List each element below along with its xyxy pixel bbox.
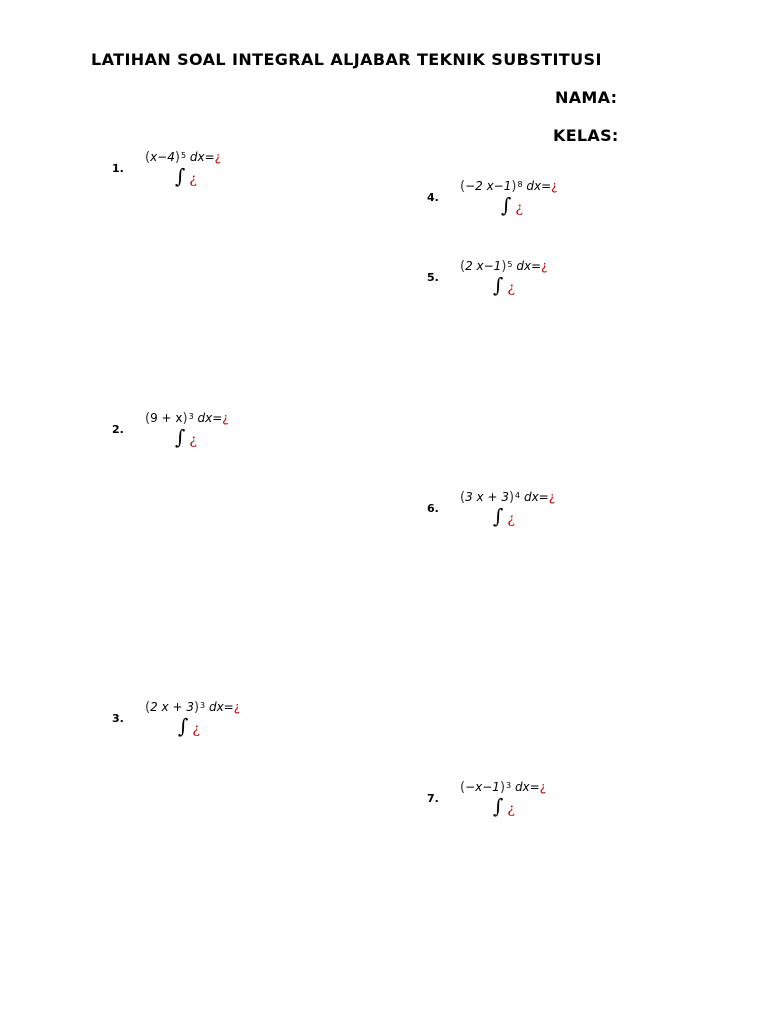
problem-2 (112, 411, 312, 461)
integral-sign: ∫ (493, 504, 504, 528)
expression-base: −x−1 (465, 780, 500, 794)
integral-end: ¿ (507, 801, 515, 817)
kelas-label: KELAS: (553, 126, 619, 145)
integral-end: ¿ (515, 200, 523, 216)
expression-tail: dx= (189, 150, 215, 164)
expression-end: ¿ (551, 179, 558, 193)
expression-power: 5 (180, 151, 187, 160)
expression-base: x−4 (150, 150, 175, 164)
expression-base: 3 x + 3 (465, 490, 509, 504)
expression-base: 2 x−1 (465, 259, 502, 273)
problem-number: 4. (427, 191, 439, 204)
expression-tail: dx= (514, 780, 540, 794)
problem-expression: (2 x−1)$^5$ dx=¿ (460, 259, 548, 274)
problem-number: 7. (427, 792, 439, 805)
integral-end: ¿ (507, 280, 515, 296)
integral-sign: ∫ (493, 794, 504, 818)
expression-end: ¿ (222, 411, 229, 425)
expression-base: 9 + x (150, 411, 183, 425)
page-title: LATIHAN SOAL INTEGRAL ALJABAR TEKNIK SUBSTITUSI (91, 50, 602, 69)
integral-line (493, 504, 515, 528)
problem-expression: (−2 x−1)$^8$ dx=¿ (460, 179, 558, 194)
nama-label: NAMA: (555, 88, 618, 107)
problem-expression: $(x-4)^5$ dx=¿ (145, 150, 222, 165)
integral-line (493, 273, 515, 297)
expression-power: 3 (188, 412, 194, 421)
integral-sign: ∫ (175, 164, 186, 188)
problem-7 (427, 780, 627, 830)
problem-5 (427, 259, 627, 309)
integral-end: ¿ (189, 171, 197, 187)
problem-number: 5. (427, 271, 439, 284)
integral-line (178, 714, 200, 738)
expression-end: ¿ (541, 259, 548, 273)
problem-4 (427, 179, 627, 229)
problem-number: 1. (112, 162, 124, 175)
integral-sign: ∫ (178, 714, 189, 738)
expression-base: 2 x + 3 (150, 700, 194, 714)
expression-end: ¿ (233, 700, 241, 714)
integral-line (501, 193, 523, 217)
integral-line (175, 425, 197, 449)
problem-expression: $(-x-1)^3$ dx=¿ (460, 780, 547, 795)
integral-sign: ∫ (493, 273, 504, 297)
expression-power: 3 (200, 701, 206, 710)
expression-tail: dx= (523, 490, 549, 504)
expression-power: 8 (517, 180, 523, 189)
expression-power: 5 (507, 260, 513, 269)
problem-expression: (2 x + 3)$^3$ dx=¿ (145, 700, 241, 715)
expression-base: −2 x−1 (465, 179, 512, 193)
problem-expression: (3 x + 3)$^4$ dx=¿ (460, 490, 556, 505)
expression-tail: dx= (208, 700, 234, 714)
problem-3 (112, 700, 312, 750)
expression-power: 4 (515, 491, 521, 500)
integral-end: ¿ (507, 511, 515, 527)
expression-end: ¿ (539, 780, 547, 794)
problem-number: 2. (112, 423, 124, 436)
problem-1 (112, 150, 312, 200)
problem-expression: $(9 + x)^3$ dx=¿ (145, 411, 229, 426)
expression-power: 3 (506, 781, 512, 790)
expression-tail: dx= (197, 411, 223, 425)
integral-sign: ∫ (175, 425, 186, 449)
expression-end: ¿ (548, 490, 556, 504)
problem-number: 3. (112, 712, 124, 725)
integral-sign: ∫ (501, 193, 512, 217)
problem-6 (427, 490, 627, 540)
integral-line (493, 794, 515, 818)
integral-end: ¿ (192, 721, 200, 737)
problem-number: 6. (427, 502, 439, 515)
integral-line (175, 164, 197, 188)
expression-end: ¿ (214, 150, 222, 164)
integral-end: ¿ (189, 432, 197, 448)
expression-tail: dx= (526, 179, 552, 193)
expression-tail: dx= (516, 259, 542, 273)
